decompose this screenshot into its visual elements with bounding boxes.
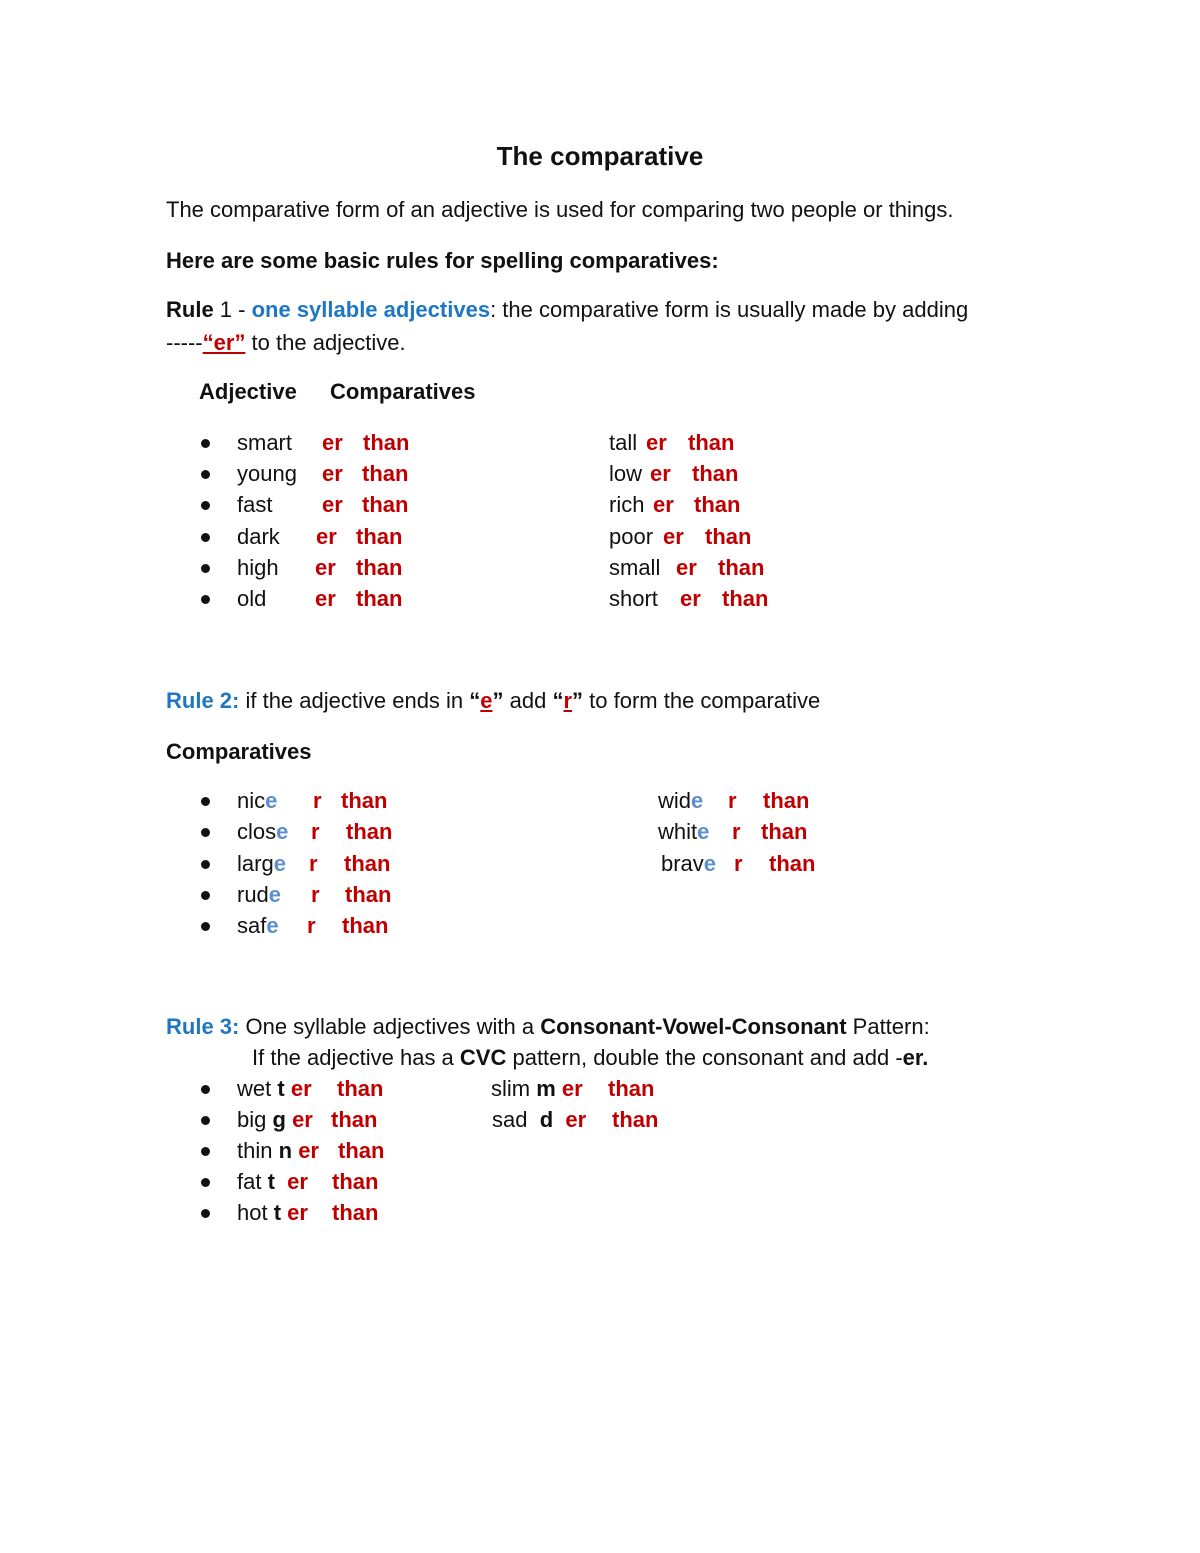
list-item: tall xyxy=(609,430,638,455)
than-word: than xyxy=(356,555,403,580)
list-item: brave xyxy=(661,851,717,876)
rule3-cvc-long: Consonant-Vowel-Consonant xyxy=(540,1014,847,1039)
suffix-er: er xyxy=(653,492,674,517)
than-word: than xyxy=(338,1138,385,1163)
bullet-icon xyxy=(201,1178,210,1187)
suffix-r: r xyxy=(313,788,322,813)
than-word: than xyxy=(332,1200,379,1225)
suffix-er: er xyxy=(315,555,336,580)
suffix-er: er xyxy=(676,555,697,580)
rule1-line1 xyxy=(166,297,968,323)
suffix-r: r xyxy=(311,819,320,844)
list-item: safe xyxy=(237,913,279,938)
suffix-er: er xyxy=(322,430,343,455)
than-word: than xyxy=(356,524,403,549)
rule1-text2: to the adjective. xyxy=(245,330,406,355)
suffix-er: er xyxy=(646,430,667,455)
rule1-suffix: “er” xyxy=(202,330,246,355)
rule1-dashes: ----- xyxy=(166,330,203,355)
than-word: than xyxy=(362,461,409,486)
than-word: than xyxy=(608,1076,655,1101)
than-word: than xyxy=(342,913,389,938)
list-item: rude xyxy=(237,882,282,907)
list-item: white xyxy=(658,819,710,844)
bullet-icon xyxy=(201,1147,210,1156)
rule2-label: Rule 2: xyxy=(166,688,240,713)
than-word: than xyxy=(332,1169,379,1194)
than-word: than xyxy=(356,586,403,611)
suffix-er: er xyxy=(322,461,343,486)
than-word: than xyxy=(346,819,393,844)
rule3-label: Rule 3: xyxy=(166,1014,240,1039)
bullet-icon xyxy=(201,922,210,931)
rule1-label: Rule xyxy=(166,297,214,322)
suffix-er: er xyxy=(315,586,336,611)
suffix-r: r xyxy=(734,851,743,876)
bullet-icon xyxy=(201,891,210,900)
rule2-heading: Comparatives xyxy=(166,739,312,764)
than-word: than xyxy=(769,851,816,876)
suffix-er: er xyxy=(650,461,671,486)
than-word: than xyxy=(362,492,409,517)
than-word: than xyxy=(337,1076,384,1101)
list-item: low xyxy=(609,461,643,486)
list-item: wet t er xyxy=(237,1076,312,1101)
suffix-r: r xyxy=(311,882,320,907)
list-item: thin n er xyxy=(237,1138,319,1163)
list-item: dark xyxy=(237,524,280,549)
list-item: sad d er xyxy=(492,1107,587,1132)
rule3-line1: Rule 3: One syllable adjectives with a Consonant-Vowel-Consonant Pattern: xyxy=(166,1014,930,1039)
bullet-icon xyxy=(201,797,210,806)
bullet-icon xyxy=(201,595,210,604)
bullet-icon xyxy=(201,470,210,479)
rule2-r: r xyxy=(563,688,573,713)
bullet-icon xyxy=(201,501,210,510)
list-item: poor xyxy=(609,524,654,549)
rule2-e: e xyxy=(480,688,493,713)
list-item: small xyxy=(609,555,661,580)
than-word: than xyxy=(761,819,808,844)
intro-text: The comparative form of an adjective is used for comparing two people or things. xyxy=(166,197,954,222)
than-word: than xyxy=(688,430,735,455)
suffix-er: er xyxy=(663,524,684,549)
list-item: close xyxy=(237,819,289,844)
list-item: big g er xyxy=(237,1107,313,1132)
page-title: The comparative xyxy=(496,141,704,171)
than-word: than xyxy=(331,1107,378,1132)
rule1-col-adjective: Adjective xyxy=(199,379,297,404)
than-word: than xyxy=(345,882,392,907)
rule1-topic: one syllable adjectives xyxy=(251,297,491,322)
list-item: old xyxy=(237,586,267,611)
list-item: wide xyxy=(658,788,704,813)
than-word: than xyxy=(341,788,388,813)
bullet-icon xyxy=(201,1085,210,1094)
suffix-r: r xyxy=(309,851,318,876)
list-item: hot t er xyxy=(237,1200,308,1225)
than-word: than xyxy=(763,788,810,813)
bullet-icon xyxy=(201,439,210,448)
bullet-icon xyxy=(201,564,210,573)
rule1-num: 1 - xyxy=(213,297,252,322)
rules-heading: Here are some basic rules for spelling comparatives: xyxy=(166,248,719,273)
than-word: than xyxy=(363,430,410,455)
than-word: than xyxy=(344,851,391,876)
bullet-icon xyxy=(201,1209,210,1218)
list-item: nice xyxy=(237,788,278,813)
bullet-icon xyxy=(201,533,210,542)
rule2-line: Rule 2: if the adjective ends in “e” add “r” to form the comparative xyxy=(166,688,821,713)
rule3-cvc: CVC xyxy=(459,1045,507,1070)
than-word: than xyxy=(722,586,769,611)
suffix-er: er xyxy=(322,492,343,517)
rule1-text: : the comparative form is usually made by adding xyxy=(490,297,969,322)
list-item: rich xyxy=(609,492,645,517)
bullet-icon xyxy=(201,1116,210,1125)
suffix-r: r xyxy=(728,788,737,813)
than-word: than xyxy=(694,492,741,517)
list-item: short xyxy=(609,586,658,611)
than-word: than xyxy=(705,524,752,549)
list-item: large xyxy=(237,851,286,876)
rule3-line2: If the adjective has a CVC pattern, double the consonant and add -er. xyxy=(252,1045,929,1070)
rule1-line2 xyxy=(166,330,406,356)
than-word: than xyxy=(612,1107,659,1132)
list-item: fat t er xyxy=(237,1169,308,1194)
suffix-r: r xyxy=(732,819,741,844)
than-word: than xyxy=(718,555,765,580)
suffix-r: r xyxy=(307,913,316,938)
list-item: slim m er xyxy=(491,1076,583,1101)
bullet-icon xyxy=(201,860,210,869)
list-item: fast xyxy=(237,492,273,517)
list-item: high xyxy=(237,555,279,580)
bullet-icon xyxy=(201,828,210,837)
list-item: smart xyxy=(237,430,292,455)
rule1-col-comparatives: Comparatives xyxy=(330,379,476,404)
suffix-er: er xyxy=(316,524,337,549)
than-word: than xyxy=(692,461,739,486)
list-item: young xyxy=(237,461,297,486)
suffix-er: er xyxy=(680,586,701,611)
